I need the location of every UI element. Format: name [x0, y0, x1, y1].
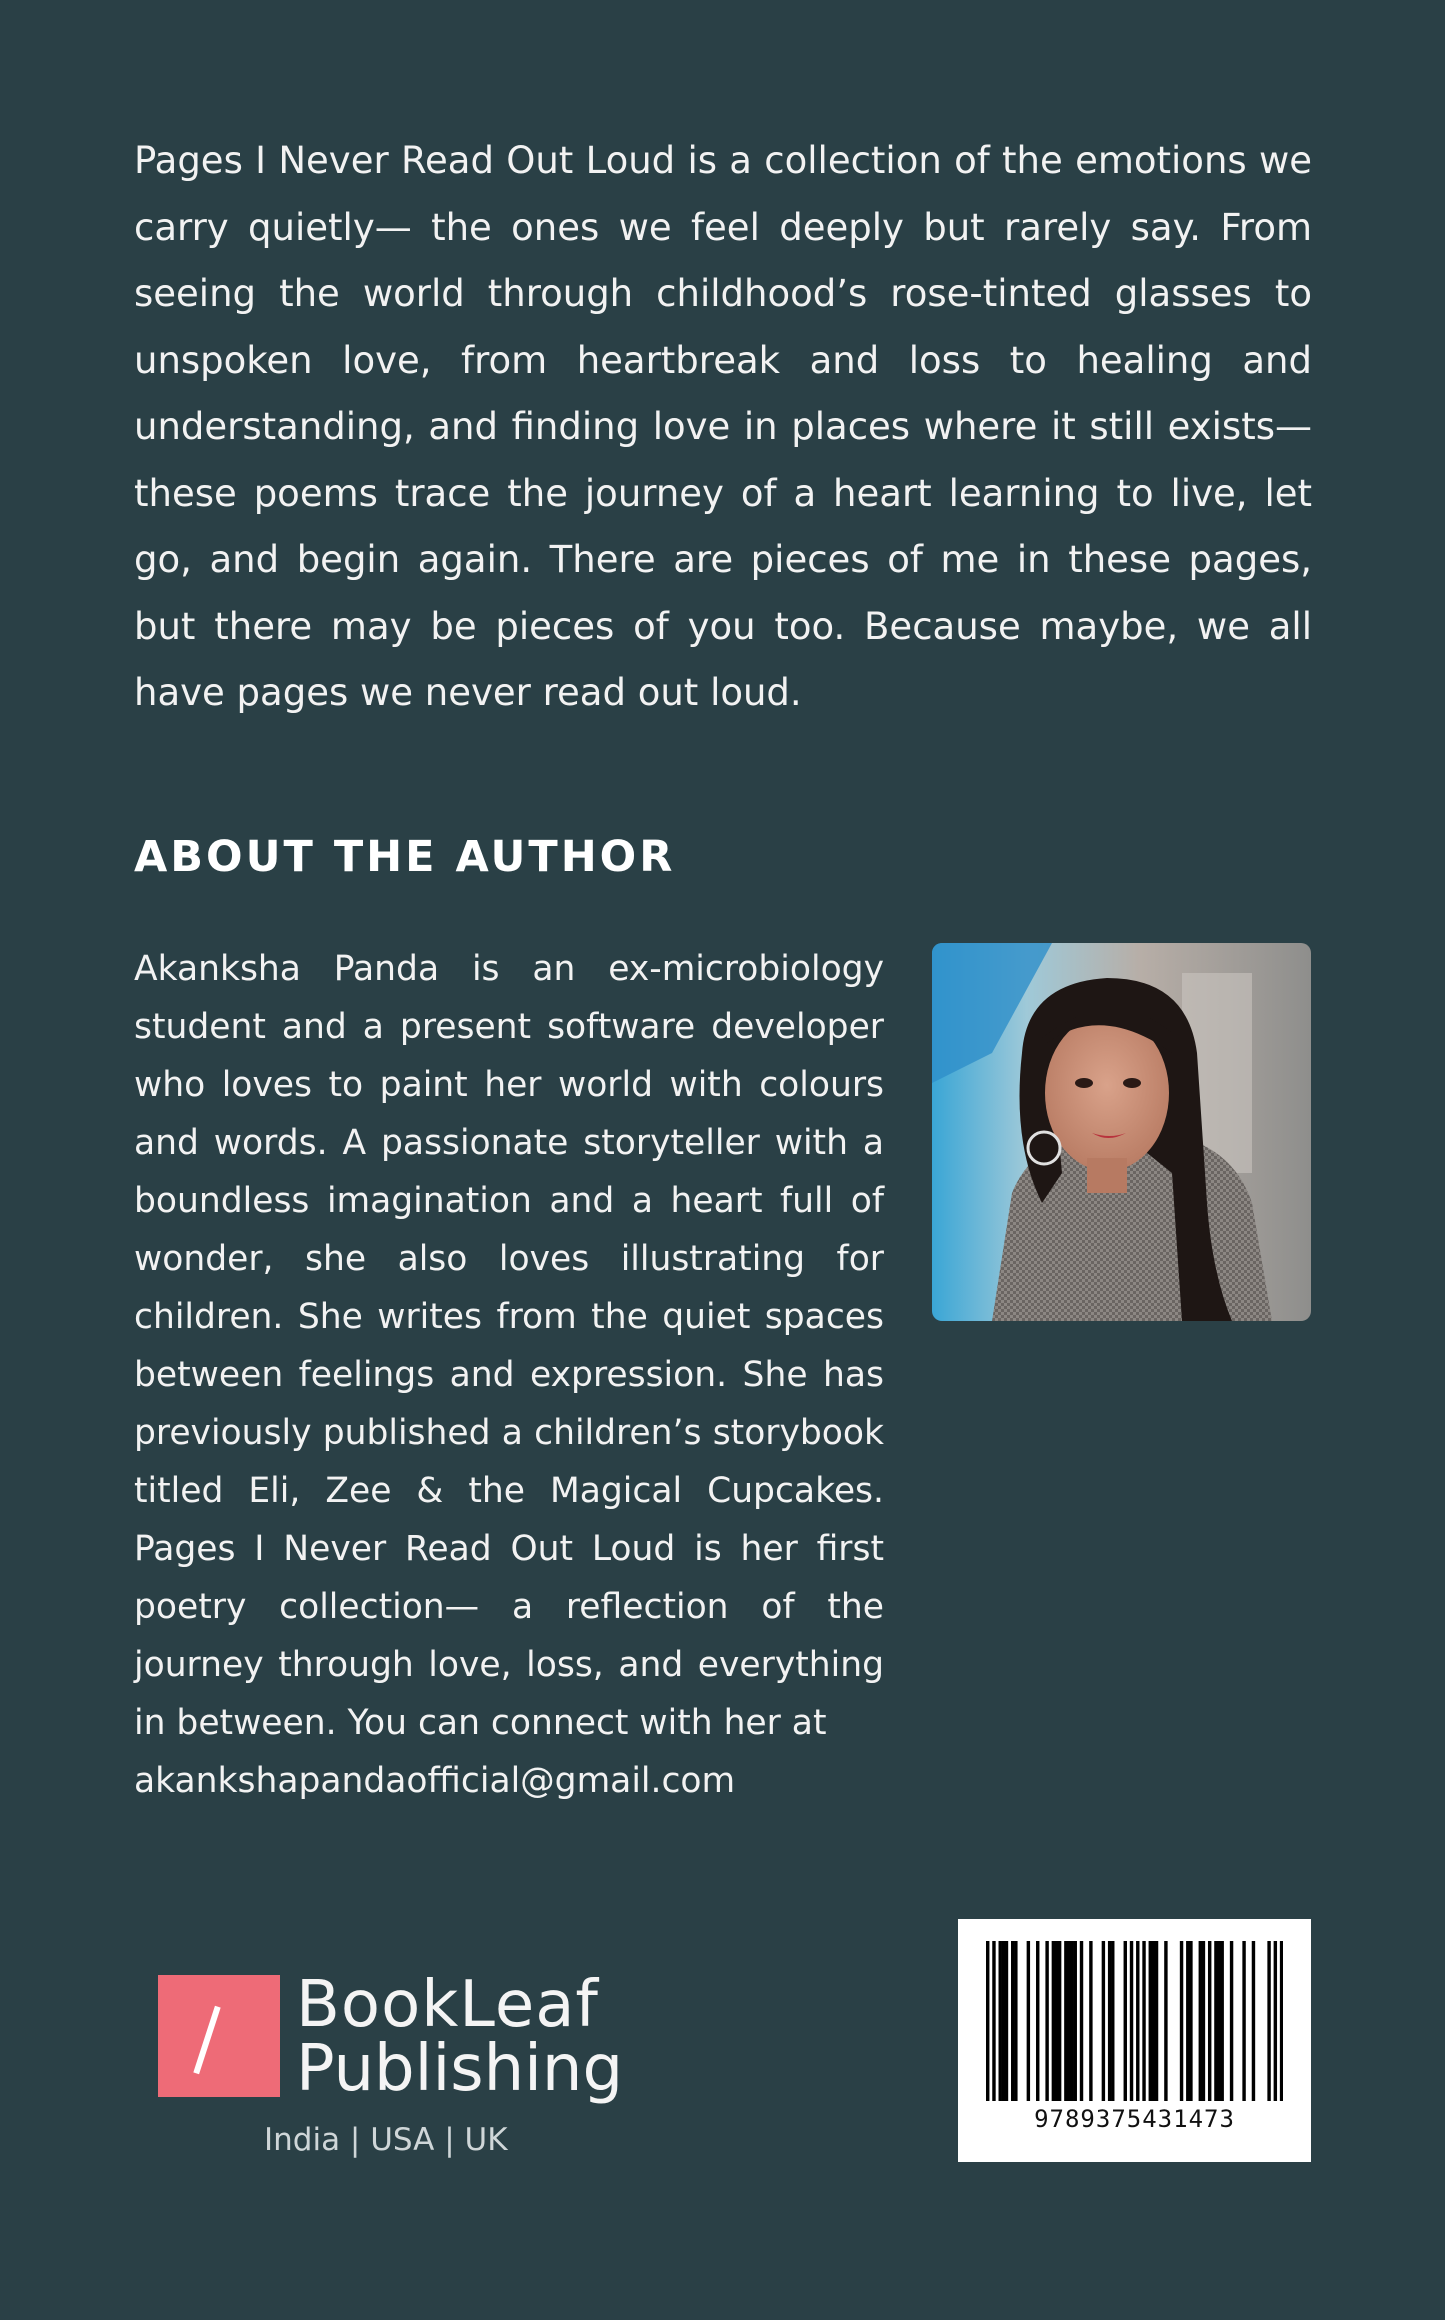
barcode-bars: [986, 1941, 1283, 2101]
isbn-number: 9789375431473: [1034, 2105, 1235, 2133]
barcode-bar: [1130, 1941, 1133, 2101]
barcode-bar: [1080, 1941, 1083, 2101]
barcode-bar: [1124, 1941, 1127, 2101]
barcode-bar: [1036, 1941, 1039, 2101]
barcode-bar: [1186, 1941, 1189, 2101]
barcode-bar: [1189, 1941, 1192, 2101]
author-bio: [134, 940, 884, 1810]
barcode-bar: [1142, 1941, 1145, 2101]
barcode-bar: [1102, 1941, 1105, 2101]
publisher-logo: [158, 1968, 624, 2170]
barcode-bar: [1208, 1941, 1211, 2101]
barcode-bar: [1067, 1941, 1070, 2101]
barcode-bar: [1005, 1941, 1008, 2101]
barcode-bar: [992, 1941, 995, 2101]
barcode-bar: [1267, 1941, 1270, 2101]
isbn-barcode: [958, 1919, 1311, 2162]
barcode-bar: [1045, 1941, 1048, 2101]
barcode-bar: [1089, 1941, 1092, 2101]
barcode-bar: [1214, 1941, 1217, 2101]
barcode-bar: [1180, 1941, 1183, 2101]
barcode-bar: [1058, 1941, 1061, 2101]
back-cover-blurb: Pages I Never Read Out Loud is a collection of the emotions we carry quietly— the ones we feel deeply but rarely say. From seeing the world through childhood’s rose-tinted glasses to unspoken love, from heartbreak and loss to healing and understanding, and finding love in places where it still exists— these poems trace the journey of a heart learning to live, let go, and begin again. There are pieces of me in these pages, but there may be pieces of you too. Because maybe, we all have pages we never read out loud.: [134, 139, 1312, 714]
barcode-bar: [1202, 1941, 1205, 2101]
barcode-bar: [999, 1941, 1002, 2101]
barcode-bar: [1230, 1941, 1233, 2101]
barcode-bar: [1074, 1941, 1077, 2101]
author-bio-text: Akanksha Panda is an ex-microbiology student and a present software developer who loves to paint her world with colours and words. A passionate storyteller with a boundless imagination and a heart full of wonder, she also loves illustrating for children. She writes from the quiet spaces between feelings and expression. She has previously published a children’s storybook titled Eli, Zee & the Magical Cupcakes. Pages I Never Read Out Loud is her first poetry collection— a reflection of the journey through love, loss, and everything in between. You can connect with her at: [134, 949, 884, 1743]
author-portrait-image: [932, 943, 1311, 1321]
barcode-bar: [1199, 1941, 1202, 2101]
author-photo: [932, 943, 1311, 1321]
barcode-bar: [1217, 1941, 1220, 2101]
publisher-name-line2: Publishing: [296, 2032, 624, 2106]
barcode-bar: [1002, 1941, 1005, 2101]
slash-icon: [193, 2006, 220, 2074]
barcode-bar: [1136, 1941, 1139, 2101]
barcode-bar: [1220, 1941, 1223, 2101]
barcode-bar: [1280, 1941, 1283, 2101]
barcode-bar: [1252, 1941, 1255, 2101]
barcode-bar: [1242, 1941, 1245, 2101]
barcode-bar: [1152, 1941, 1155, 2101]
barcode-bar: [1011, 1941, 1014, 2101]
about-author-heading: ABOUT THE AUTHOR: [134, 832, 676, 882]
barcode-bar: [1055, 1941, 1058, 2101]
barcode-bar: [1155, 1941, 1158, 2101]
author-email: akankshapandaofficial@gmail.com: [134, 1761, 736, 1801]
barcode-bar: [1149, 1941, 1152, 2101]
barcode-bar: [1064, 1941, 1067, 2101]
publisher-name-line1: BookLeaf: [296, 1968, 599, 2042]
barcode-bar: [1164, 1941, 1167, 2101]
publisher-regions: India | USA | UK: [264, 2122, 508, 2158]
barcode-bar: [1027, 1941, 1030, 2101]
barcode-bar: [1052, 1941, 1055, 2101]
publisher-logo-mark: [158, 1975, 280, 2097]
barcode-bar: [1070, 1941, 1073, 2101]
barcode-bar: [1108, 1941, 1111, 2101]
barcode-bar: [1274, 1941, 1277, 2101]
barcode-bar: [986, 1941, 989, 2101]
barcode-bar: [1111, 1941, 1114, 2101]
barcode-bar: [1014, 1941, 1017, 2101]
